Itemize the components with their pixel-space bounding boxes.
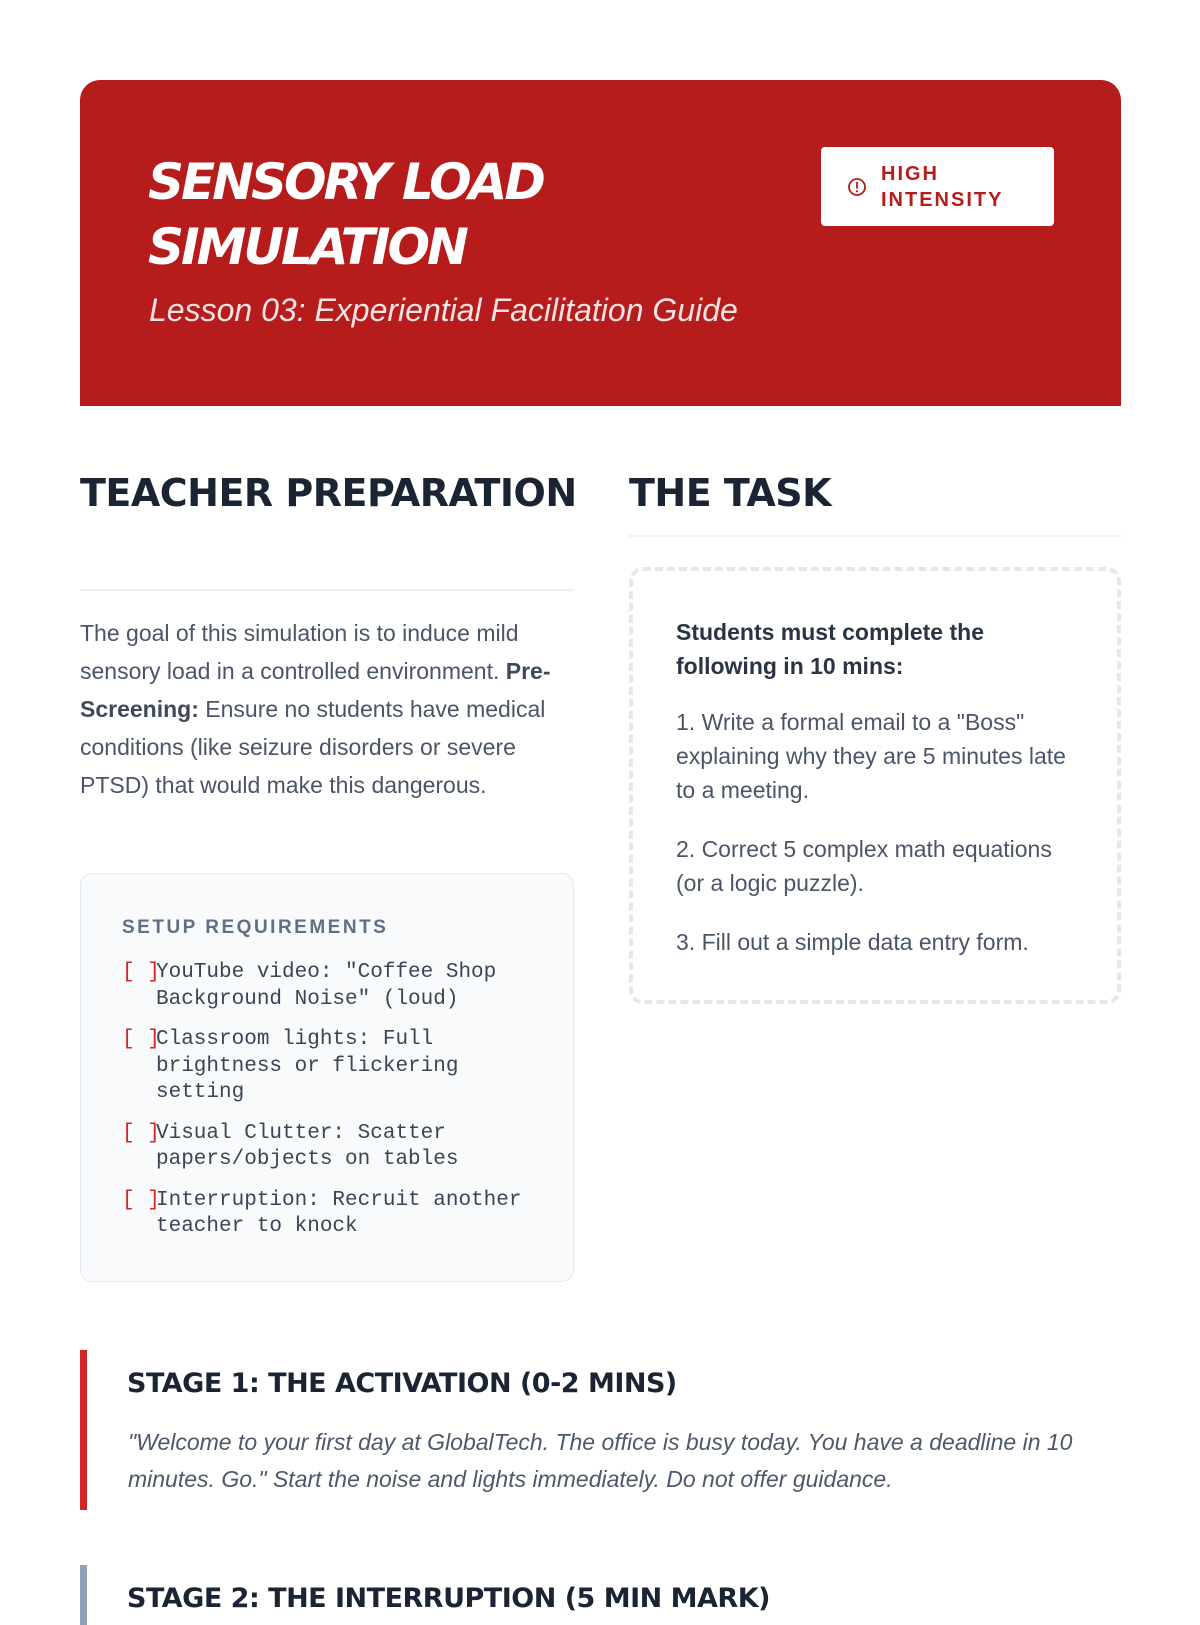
stage-title: STAGE 1: THE ACTIVATION (0-2 MINS) bbox=[127, 1368, 677, 1399]
task-card bbox=[629, 567, 1121, 1004]
intensity-badge bbox=[821, 147, 1054, 226]
task-item: 2. Correct 5 complex math equations (or a logic puzzle). bbox=[676, 836, 1052, 896]
preparation-text bbox=[80, 614, 575, 804]
task-item: 1. Write a formal email to a "Boss" explaining why they are 5 minutes late to a meeting. bbox=[676, 709, 1066, 803]
task-heading: THE TASK bbox=[629, 471, 832, 515]
task-lead: Students must complete the following in 10 mins: bbox=[676, 619, 984, 679]
stage-2-block bbox=[80, 1565, 1121, 1625]
checkbox-icon[interactable]: [ ] bbox=[122, 1028, 160, 1051]
checklist-item[interactable] bbox=[122, 960, 542, 1013]
prescreen-text: Ensure no students have medical conditions (like seizure disorders or severe PTSD) that would make this dangerous. bbox=[80, 696, 546, 798]
stage-title: STAGE 2: THE INTERRUPTION (5 MIN MARK) bbox=[127, 1583, 770, 1614]
setup-requirements-card bbox=[80, 873, 574, 1282]
checklist-item-text: Classroom lights: Full brightness or flickering setting bbox=[156, 1028, 459, 1104]
checklist-item-text: Interruption: Recruit another teacher to knock bbox=[156, 1188, 522, 1238]
checkbox-icon[interactable]: [ ] bbox=[122, 1121, 160, 1145]
page-subtitle: Lesson 03: Experiential Facilitation Guide bbox=[149, 292, 738, 328]
checklist-item[interactable] bbox=[122, 1121, 542, 1174]
task-item: 3. Fill out a simple data entry form. bbox=[676, 929, 1029, 955]
page-title: SENSORY LOAD SIMULATION bbox=[148, 153, 543, 276]
setup-checklist bbox=[122, 960, 542, 1255]
setup-title: SETUP REQUIREMENTS bbox=[122, 917, 389, 938]
hero-banner bbox=[80, 80, 1121, 406]
task-divider bbox=[629, 535, 1121, 537]
stage-script: "Welcome to your first day at GlobalTech. The office is busy today. You have a deadline in 10 minutes. Go." Start the noise and lights immediately. Do not offer guidance. bbox=[128, 1429, 1073, 1492]
badge-label: HIGH INTENSITY bbox=[881, 162, 1004, 211]
prescreen-label: Pre-Screening: bbox=[80, 658, 551, 722]
checklist-item[interactable] bbox=[122, 1188, 542, 1241]
preparation-divider bbox=[80, 589, 574, 591]
checklist-item-text: Visual Clutter: Scatter papers/objects on tables bbox=[156, 1121, 459, 1171]
checkbox-icon[interactable]: [ ] bbox=[122, 1188, 160, 1212]
alert-circle-icon bbox=[847, 177, 867, 197]
preparation-intro: The goal of this simulation is to induce mild sensory load in a controlled environment. bbox=[80, 620, 519, 684]
stage-1-block bbox=[80, 1350, 1121, 1510]
checkbox-icon[interactable]: [ ] bbox=[122, 961, 160, 984]
preparation-heading: TEACHER PREPARATION bbox=[80, 471, 577, 515]
checklist-item[interactable] bbox=[122, 1027, 542, 1107]
checklist-item-text: YouTube video: "Coffee Shop Background Noise" (loud) bbox=[156, 961, 497, 1011]
task-list bbox=[676, 705, 1086, 984]
